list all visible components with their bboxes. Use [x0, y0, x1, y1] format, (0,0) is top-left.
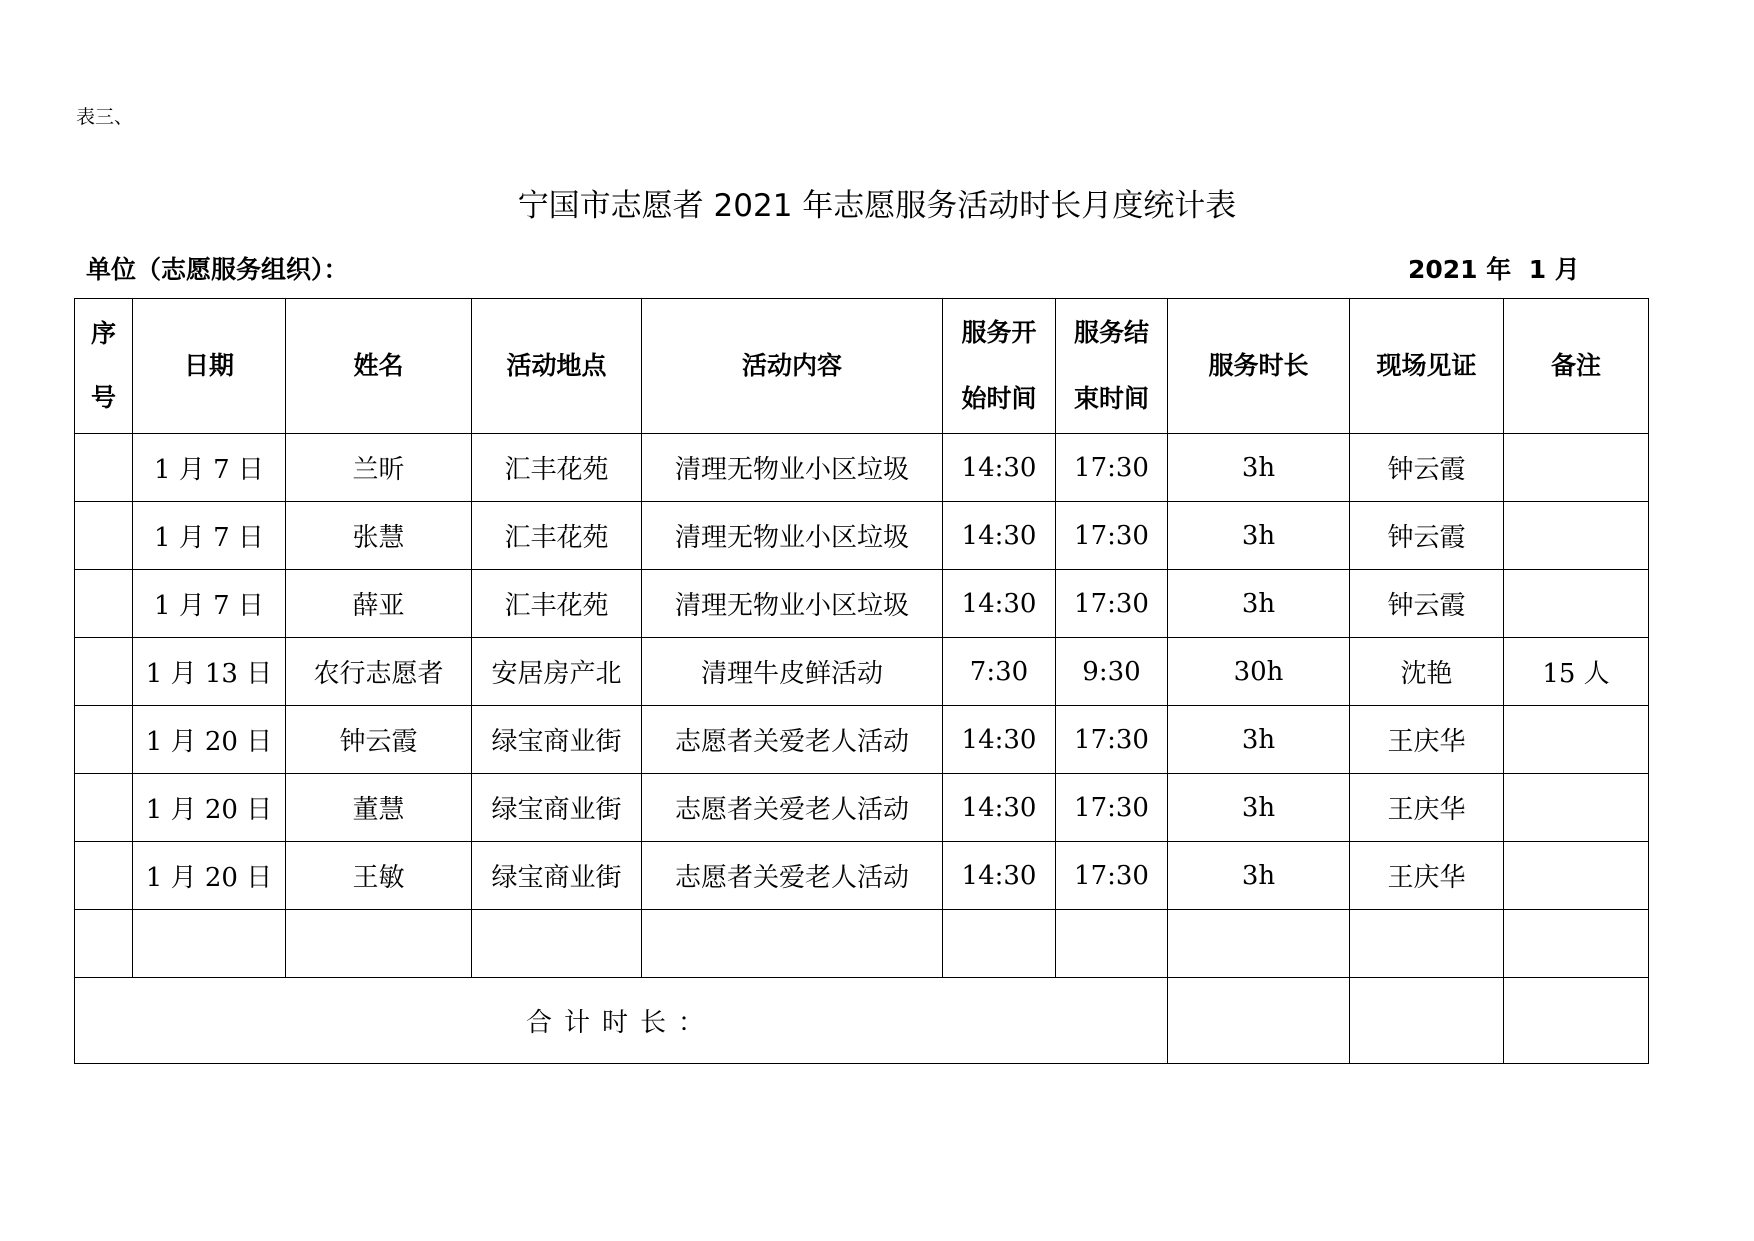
- cell-seq: [75, 434, 133, 502]
- cell-end-time: 17:30: [1056, 842, 1168, 910]
- cell-duration: 3h: [1168, 570, 1350, 638]
- cell-content: 志愿者关爱老人活动: [642, 706, 943, 774]
- cell-duration: 3h: [1168, 434, 1350, 502]
- cell-start-time: 14:30: [943, 774, 1056, 842]
- cell-duration: 3h: [1168, 842, 1350, 910]
- col-header-date: 日期: [133, 299, 286, 434]
- cell-end-time: 17:30: [1056, 502, 1168, 570]
- cell-content: 志愿者关爱老人活动: [642, 842, 943, 910]
- cell-witness: 钟云霞: [1350, 434, 1504, 502]
- unit-label: 单位（志愿服务组织）：: [86, 255, 349, 284]
- cell-duration: [1168, 910, 1350, 978]
- col-header-witness: 现场见证: [1350, 299, 1504, 434]
- table-row: [75, 570, 1649, 638]
- cell-seq: [75, 706, 133, 774]
- cell-remark: [1504, 570, 1649, 638]
- cell-date: [133, 910, 286, 978]
- cell-seq: [75, 502, 133, 570]
- cell-date: 1 月 20 日: [133, 842, 286, 910]
- cell-start-time: 14:30: [943, 706, 1056, 774]
- col-header-name: 姓名: [286, 299, 472, 434]
- cell-end-time: 17:30: [1056, 570, 1168, 638]
- cell-seq: [75, 638, 133, 706]
- total-label: 合计时长：: [75, 978, 1168, 1064]
- cell-end-time: 17:30: [1056, 706, 1168, 774]
- cell-content: 清理牛皮鲜活动: [642, 638, 943, 706]
- table-row: [75, 638, 1649, 706]
- table-row: [75, 910, 1649, 978]
- col-header-location: 活动地点: [472, 299, 642, 434]
- table-row: [75, 434, 1649, 502]
- cell-content: 清理无物业小区垃圾: [642, 434, 943, 502]
- cell-witness: 王庆华: [1350, 774, 1504, 842]
- table-row: [75, 774, 1649, 842]
- cell-end-time: 9:30: [1056, 638, 1168, 706]
- cell-name: 兰昕: [286, 434, 472, 502]
- total-row: [75, 978, 1649, 1064]
- cell-end-time: 17:30: [1056, 434, 1168, 502]
- cell-end-time: 17:30: [1056, 774, 1168, 842]
- cell-witness: 钟云霞: [1350, 570, 1504, 638]
- table-row: [75, 706, 1649, 774]
- cell-name: 农行志愿者: [286, 638, 472, 706]
- cell-content: [642, 910, 943, 978]
- cell-start-time: [943, 910, 1056, 978]
- cell-location: 汇丰花苑: [472, 570, 642, 638]
- cell-witness: [1350, 910, 1504, 978]
- cell-duration: 30h: [1168, 638, 1350, 706]
- cell-start-time: 14:30: [943, 502, 1056, 570]
- cell-duration: 3h: [1168, 502, 1350, 570]
- col-header-content: 活动内容: [642, 299, 943, 434]
- cell-remark: [1504, 774, 1649, 842]
- report-date: 2021 年 1 月: [1408, 255, 1580, 284]
- cell-date: 1 月 7 日: [133, 434, 286, 502]
- cell-date: 1 月 7 日: [133, 502, 286, 570]
- document-title: 宁国市志愿者 2021 年志愿服务活动时长月度统计表: [517, 188, 1237, 224]
- cell-content: 清理无物业小区垃圾: [642, 570, 943, 638]
- cell-remark: [1504, 910, 1649, 978]
- cell-start-time: 14:30: [943, 570, 1056, 638]
- cell-end-time: [1056, 910, 1168, 978]
- cell-name: [286, 910, 472, 978]
- total-remark-cell: [1504, 978, 1649, 1064]
- cell-content: 清理无物业小区垃圾: [642, 502, 943, 570]
- cell-duration: 3h: [1168, 774, 1350, 842]
- cell-name: 张慧: [286, 502, 472, 570]
- cell-start-time: 7:30: [943, 638, 1056, 706]
- cell-date: 1 月 20 日: [133, 774, 286, 842]
- cell-location: [472, 910, 642, 978]
- table-header-row: [75, 299, 1649, 434]
- cell-remark: 15 人: [1504, 638, 1649, 706]
- cell-witness: 王庆华: [1350, 706, 1504, 774]
- cell-content: 志愿者关爱老人活动: [642, 774, 943, 842]
- col-header-remark: 备注: [1504, 299, 1649, 434]
- table-row: [75, 842, 1649, 910]
- cell-location: 汇丰花苑: [472, 502, 642, 570]
- cell-date: 1 月 20 日: [133, 706, 286, 774]
- cell-witness: 钟云霞: [1350, 502, 1504, 570]
- cell-location: 绿宝商业街: [472, 774, 642, 842]
- cell-location: 绿宝商业街: [472, 706, 642, 774]
- cell-remark: [1504, 842, 1649, 910]
- col-header-seq: 序号: [75, 299, 133, 434]
- cell-name: 董慧: [286, 774, 472, 842]
- cell-seq: [75, 570, 133, 638]
- col-header-duration: 服务时长: [1168, 299, 1350, 434]
- cell-start-time: 14:30: [943, 842, 1056, 910]
- cell-witness: 沈艳: [1350, 638, 1504, 706]
- volunteer-hours-table: [74, 298, 1649, 1064]
- cell-location: 汇丰花苑: [472, 434, 642, 502]
- cell-seq: [75, 842, 133, 910]
- cell-remark: [1504, 434, 1649, 502]
- cell-start-time: 14:30: [943, 434, 1056, 502]
- cell-name: 钟云霞: [286, 706, 472, 774]
- cell-location: 安居房产北: [472, 638, 642, 706]
- cell-seq: [75, 774, 133, 842]
- table-number-label: 表三、: [76, 106, 134, 128]
- col-header-start-time: 服务开始时间: [943, 299, 1056, 434]
- cell-date: 1 月 13 日: [133, 638, 286, 706]
- cell-name: 薛亚: [286, 570, 472, 638]
- total-witness-cell: [1350, 978, 1504, 1064]
- col-header-end-time: 服务结束时间: [1056, 299, 1168, 434]
- cell-name: 王敏: [286, 842, 472, 910]
- cell-location: 绿宝商业街: [472, 842, 642, 910]
- total-duration-cell: [1168, 978, 1350, 1064]
- cell-remark: [1504, 706, 1649, 774]
- cell-date: 1 月 7 日: [133, 570, 286, 638]
- cell-seq: [75, 910, 133, 978]
- cell-duration: 3h: [1168, 706, 1350, 774]
- table-row: [75, 502, 1649, 570]
- cell-remark: [1504, 502, 1649, 570]
- cell-witness: 王庆华: [1350, 842, 1504, 910]
